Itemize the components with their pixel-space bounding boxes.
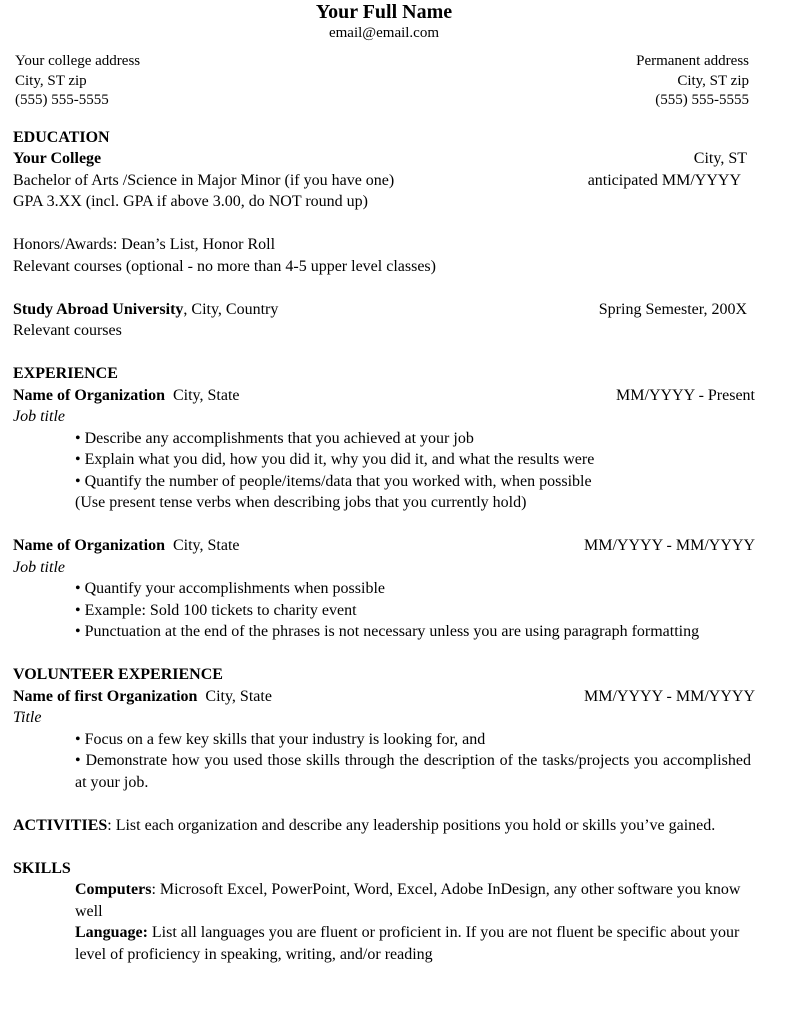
volunteer-heading: VOLUNTEER EXPERIENCE <box>13 666 223 683</box>
computers-text: : Microsoft Excel, PowerPoint, Word, Excel, Adobe InDesign, any other software you know well <box>75 881 741 920</box>
college-phone-line: (555) 555-5555 <box>15 92 109 108</box>
college-city-line: City, ST zip <box>15 72 87 89</box>
list-item: • Explain what you did, how you did it, why you did it, and what the results were <box>75 451 595 468</box>
permanent-address-line: Permanent address <box>636 53 749 69</box>
study-abroad-name: Study Abroad University <box>13 300 184 318</box>
job-row <box>13 535 755 557</box>
permanent-phone-line: (555) 555-5555 <box>655 92 749 108</box>
list-item: • Punctuation at the end of the phrases is not necessary unless you are using paragraph formatting <box>75 623 700 640</box>
resume-page <box>13 0 755 965</box>
volunteer-bullets <box>13 729 755 794</box>
list-item: • Example: Sold 100 tickets to charity event <box>75 601 357 619</box>
job-bullets <box>13 578 755 643</box>
study-abroad-date: Spring Semester, 200X <box>598 300 747 318</box>
college-address <box>13 52 140 111</box>
list-item: • Describe any accomplishments that you achieved at your job <box>75 429 474 447</box>
permanent-address <box>636 52 755 111</box>
volunteer-row <box>13 686 755 708</box>
job-bullets <box>13 428 755 514</box>
list-item: (Use present tense verbs when describing jobs that you currently hold) <box>75 494 527 511</box>
skills-block <box>13 879 755 965</box>
full-name: Your Full Name <box>315 1 453 23</box>
volunteer-org: Name of first Organization <box>13 687 198 705</box>
list-item: • Focus on a few key skills that your industry is looking for, and <box>75 730 486 748</box>
job-row <box>13 385 755 407</box>
job-org: Name of Organization <box>13 386 165 404</box>
list-item: • Demonstrate how you used those skills through the description of the tasks/projects you accomplished at your job. <box>75 752 751 791</box>
computers-skill <box>75 879 755 922</box>
job-title: Job title <box>13 408 65 425</box>
language-skill <box>75 922 755 965</box>
college-name: Your College <box>13 150 102 167</box>
job-dates: MM/YYYY - MM/YYYY <box>584 537 755 554</box>
study-abroad-location: , City, Country <box>183 300 279 318</box>
job-location: City, State <box>164 386 240 404</box>
permanent-city-line: City, ST zip <box>677 72 749 89</box>
activities-block <box>13 815 755 837</box>
email: email@email.com <box>328 25 440 41</box>
language-label: Language: <box>75 924 148 941</box>
college-location: City, ST <box>693 150 747 167</box>
volunteer-title: Title <box>13 709 42 726</box>
experience-heading: EXPERIENCE <box>13 365 118 382</box>
list-item: • Quantify the number of people/items/data that you worked with, when possible <box>75 472 592 490</box>
volunteer-dates: MM/YYYY - MM/YYYY <box>584 687 755 705</box>
volunteer-location: City, State <box>197 687 272 705</box>
list-item: • Quantify your accomplishments when possible <box>75 580 385 597</box>
activities-heading: ACTIVITIES <box>13 816 108 834</box>
degree-row <box>13 170 755 192</box>
skills-heading: SKILLS <box>13 859 71 877</box>
job-title: Job title <box>13 558 65 576</box>
address-block <box>13 52 755 111</box>
education-heading: EDUCATION <box>13 128 110 146</box>
degree: Bachelor of Arts /Science in Major Minor (if you have one) <box>13 171 395 189</box>
job-location: City, State <box>164 537 240 554</box>
job-dates: MM/YYYY - Present <box>616 386 755 404</box>
study-abroad-row <box>13 299 755 321</box>
gpa: GPA 3.XX (incl. GPA if above 3.00, do NOT round up) <box>13 193 368 210</box>
activities-text: : List each organization and describe any leadership positions you hold or skills you’ve gained. <box>107 816 716 834</box>
college-address-line: Your college address <box>15 53 141 69</box>
honors: Honors/Awards: Dean’s List, Honor Roll <box>13 236 276 253</box>
college-row <box>13 148 755 170</box>
relevant-courses: Relevant courses (optional - no more than 4-5 upper level classes) <box>13 257 436 275</box>
anticipated-date: anticipated MM/YYYY <box>587 171 741 189</box>
job-org: Name of Organization <box>13 537 165 554</box>
language-text: List all languages you are fluent or proficient in. If you are not fluent be specific about your level of proficiency in speaking, writing, and/or reading <box>75 924 740 963</box>
study-abroad-courses: Relevant courses <box>13 322 122 339</box>
computers-label: Computers <box>75 881 152 898</box>
